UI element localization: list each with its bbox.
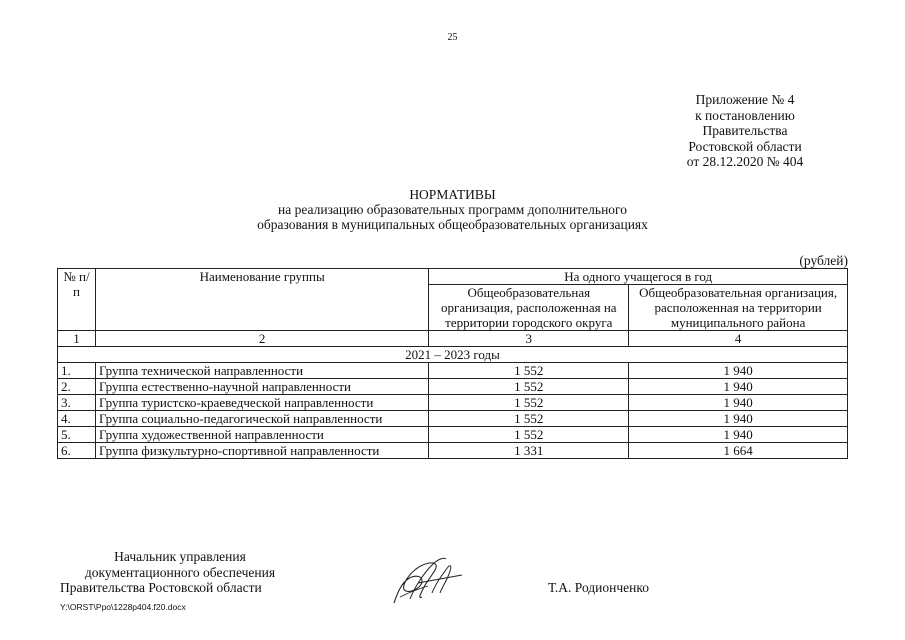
- handwritten-signature: [388, 553, 468, 608]
- file-path: Y:\ORST\Ppo\1228p404.f20.docx: [60, 602, 186, 612]
- row-urban-value: 1 331: [429, 443, 629, 459]
- signer-name: Т.А. Родионченко: [548, 580, 649, 595]
- header-per-student: На одного учащегося в год: [429, 269, 848, 285]
- row-district-value: 1 664: [629, 443, 848, 459]
- row-num: 2.: [58, 379, 96, 395]
- appendix-line: от 28.12.2020 № 404: [686, 154, 804, 169]
- header-group: Наименование группы: [95, 269, 428, 331]
- header-urban: Общеобразовательная организация, расположенная на территории городского округа: [429, 285, 629, 331]
- table-row: [58, 395, 848, 411]
- appendix-reference: [660, 92, 830, 170]
- header-district: Общеобразовательная организация, расположенная на территории муниципального района: [629, 285, 848, 331]
- signer-line: Правительства Ростовской области: [60, 580, 262, 595]
- signer-line: документационного обеспечения: [84, 564, 276, 580]
- row-name: Группа физкультурно-спортивной направленности: [95, 443, 428, 459]
- page-number: 25: [447, 32, 458, 43]
- row-name: Группа художественной направленности: [95, 427, 428, 443]
- row-name: Группа естественно-научной направленности: [95, 379, 428, 395]
- appendix-line: Правительства: [702, 123, 788, 138]
- norms-table: [57, 268, 848, 459]
- header-row: [58, 269, 848, 285]
- row-num: 6.: [58, 443, 96, 459]
- row-district-value: 1 940: [629, 379, 848, 395]
- appendix-line: к постановлению: [695, 107, 795, 123]
- signer-position: [60, 549, 300, 596]
- row-urban-value: 1 552: [429, 395, 629, 411]
- header-num: № п/п: [58, 269, 96, 331]
- row-num: 3.: [58, 395, 96, 411]
- row-district-value: 1 940: [629, 363, 848, 379]
- row-district-value: 1 940: [629, 427, 848, 443]
- period-row: [58, 347, 848, 363]
- unit-label: (рублей): [799, 253, 848, 268]
- title-main: НОРМАТИВЫ: [409, 187, 496, 202]
- row-urban-value: 1 552: [429, 411, 629, 427]
- row-urban-value: 1 552: [429, 363, 629, 379]
- column-number: 2: [95, 331, 428, 347]
- row-district-value: 1 940: [629, 395, 848, 411]
- row-num: 1.: [58, 363, 96, 379]
- period-label: 2021 – 2023 годы: [58, 347, 848, 363]
- column-number: 1: [58, 331, 96, 347]
- row-urban-value: 1 552: [429, 379, 629, 395]
- appendix-line: Приложение № 4: [695, 92, 795, 107]
- column-number: 4: [629, 331, 848, 347]
- row-name: Группа технической направленности: [95, 363, 428, 379]
- row-name: Группа туристско-краеведческой направленности: [95, 395, 428, 411]
- column-number-row: [58, 331, 848, 347]
- table-row: [58, 379, 848, 395]
- table-row: [58, 427, 848, 443]
- table-row: [58, 443, 848, 459]
- row-urban-value: 1 552: [429, 427, 629, 443]
- row-district-value: 1 940: [629, 411, 848, 427]
- signer-line: Начальник управления: [114, 549, 246, 564]
- title-line: образования в муниципальных общеобразовательных организациях: [257, 217, 648, 232]
- appendix-line: Ростовской области: [688, 138, 802, 154]
- row-num: 5.: [58, 427, 96, 443]
- column-number: 3: [429, 331, 629, 347]
- row-num: 4.: [58, 411, 96, 427]
- row-name: Группа социально-педагогической направленности: [95, 411, 428, 427]
- table-row: [58, 411, 848, 427]
- table-row: [58, 363, 848, 379]
- document-title: [0, 187, 905, 232]
- title-line: на реализацию образовательных программ дополнительного: [278, 202, 627, 217]
